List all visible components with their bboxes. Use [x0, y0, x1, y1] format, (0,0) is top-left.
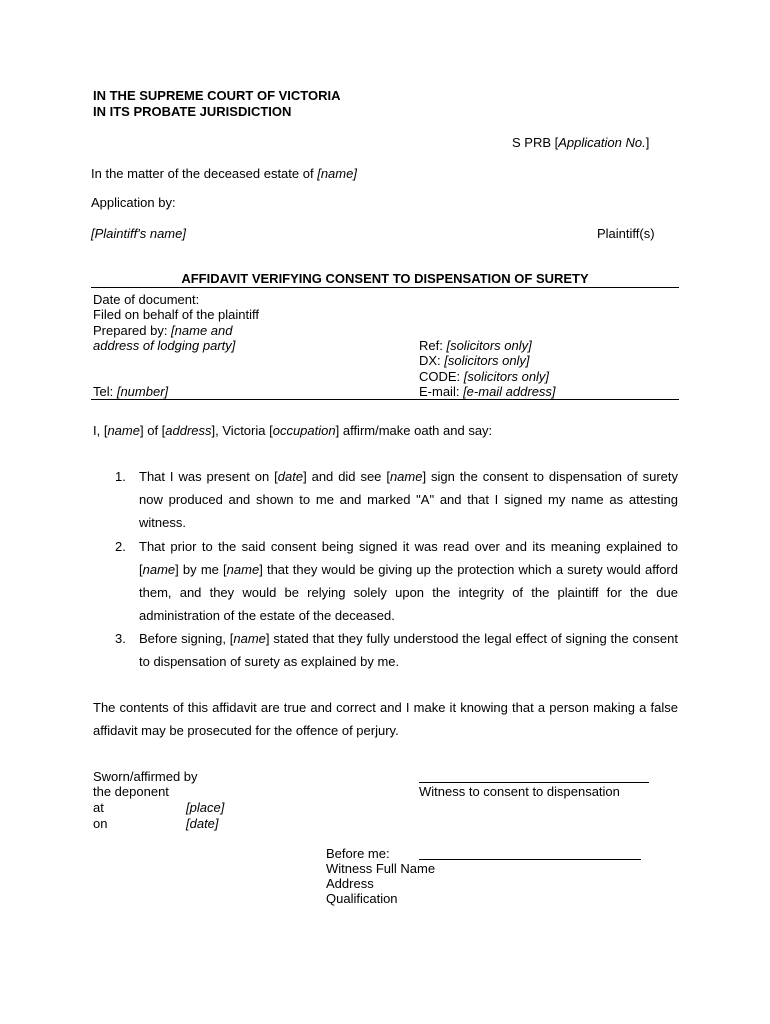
tel-label: Tel:	[93, 384, 117, 399]
witness-signature-line[interactable]	[419, 768, 649, 783]
date-of-document: Date of document:	[93, 292, 200, 307]
place-placeholder: [place]	[186, 800, 225, 815]
deponent-address: address	[165, 423, 212, 438]
item-number: 3.	[115, 631, 126, 646]
intro-text: ], Victoria [	[211, 423, 273, 438]
item-text-part: ] stated that they fully understood the legal effect of signing the consent to dispensation of surety as explained by me.	[139, 631, 678, 669]
email-label: E-mail:	[419, 384, 464, 399]
reference	[419, 338, 532, 353]
name-placeholder: name	[142, 562, 176, 577]
ref-label: Ref:	[419, 338, 447, 353]
sworn-by: Sworn/affirmed by	[93, 769, 198, 784]
email	[419, 384, 556, 399]
intro-statement	[93, 423, 492, 438]
item-text-part: ] that they would be giving up the protection which a surety would afford them, and they would be relying solely upon the integrity of the plaintiff for the due administration of the estate of the deceased.	[139, 562, 678, 623]
item-text-part: That I was present on [	[139, 469, 278, 484]
deponent-occupation: occupation	[272, 423, 336, 438]
before-me-label: Before me:	[326, 846, 390, 861]
reference-suffix: ]	[645, 135, 650, 150]
intro-text: I, [	[93, 423, 108, 438]
dx-value: [solicitors only]	[444, 353, 530, 368]
court-name: IN THE SUPREME COURT OF VICTORIA	[93, 88, 341, 103]
at-label: at	[93, 800, 104, 815]
closing-statement: The contents of this affidavit are true and correct and I make it knowing that a person making a false affidavit may be prosecuted for the offence of perjury.	[93, 700, 678, 738]
dx	[419, 353, 530, 368]
name-placeholder: name	[226, 562, 260, 577]
before-me-signature-line[interactable]	[419, 845, 641, 860]
name-placeholder: name	[233, 631, 266, 646]
document-title: AFFIDAVIT VERIFYING CONSENT TO DISPENSATION OF SURETY	[181, 271, 589, 286]
witness-label: Witness to consent to dispensation	[419, 784, 620, 799]
witness-address: Address	[326, 876, 374, 891]
on-label: on	[93, 816, 108, 831]
intro-text: ] affirm/make oath and say:	[335, 423, 493, 438]
deceased-name-placeholder: [name]	[317, 166, 357, 181]
deponent-name: name	[107, 423, 140, 438]
witness-qualification: Qualification	[326, 891, 398, 906]
date-placeholder: date	[277, 469, 304, 484]
item-text	[139, 627, 678, 673]
dx-label: DX:	[419, 353, 445, 368]
item-number: 1.	[115, 469, 126, 484]
ref-value: [solicitors only]	[446, 338, 532, 353]
code	[419, 369, 549, 384]
prepared-by-value: [name and	[171, 323, 233, 338]
code-label: CODE:	[419, 369, 464, 384]
tel-value: [number]	[116, 384, 169, 399]
code-value: [solicitors only]	[463, 369, 550, 384]
matter-prefix: In the matter of the deceased estate of	[91, 166, 318, 181]
application-by: Application by:	[91, 195, 176, 210]
item-text-part: Before signing, [	[139, 631, 234, 646]
telephone	[93, 384, 168, 399]
date-placeholder: [date]	[186, 816, 219, 831]
witness-full-name: Witness Full Name	[326, 861, 436, 876]
reference-prefix: S PRB [	[512, 135, 559, 150]
name-placeholder: name	[389, 469, 423, 484]
email-value: [e-mail address]	[463, 384, 556, 399]
plaintiff-label: Plaintiff(s)	[597, 226, 655, 241]
title-rule	[91, 287, 679, 288]
item-text-part: ] by me [	[175, 562, 227, 577]
prepared-by-address: address of lodging party]	[93, 338, 236, 353]
item-number: 2.	[115, 539, 126, 554]
application-number	[512, 135, 649, 150]
intro-text: ] of [	[139, 423, 166, 438]
details-rule	[91, 399, 679, 400]
prepared-by	[93, 323, 232, 338]
matter-line	[91, 166, 357, 181]
the-deponent: the deponent	[93, 784, 169, 799]
application-number-placeholder: Application No.	[558, 135, 646, 150]
item-text-part: That prior to the said consent being signed it was read over and its meaning explained to [	[139, 539, 678, 577]
jurisdiction: IN ITS PROBATE JURISDICTION	[93, 104, 292, 119]
item-text	[139, 535, 678, 627]
item-text-part: ] sign the consent to dispensation of surety now produced and shown to me and marked "A" and that I signed my name as attesting witness.	[139, 469, 679, 530]
item-text-part: ] and did see [	[303, 469, 390, 484]
item-text	[139, 465, 678, 534]
plaintiff-name: [Plaintiff's name]	[91, 226, 186, 241]
prepared-by-label: Prepared by:	[93, 323, 172, 338]
filed-on-behalf: Filed on behalf of the plaintiff	[93, 307, 259, 322]
